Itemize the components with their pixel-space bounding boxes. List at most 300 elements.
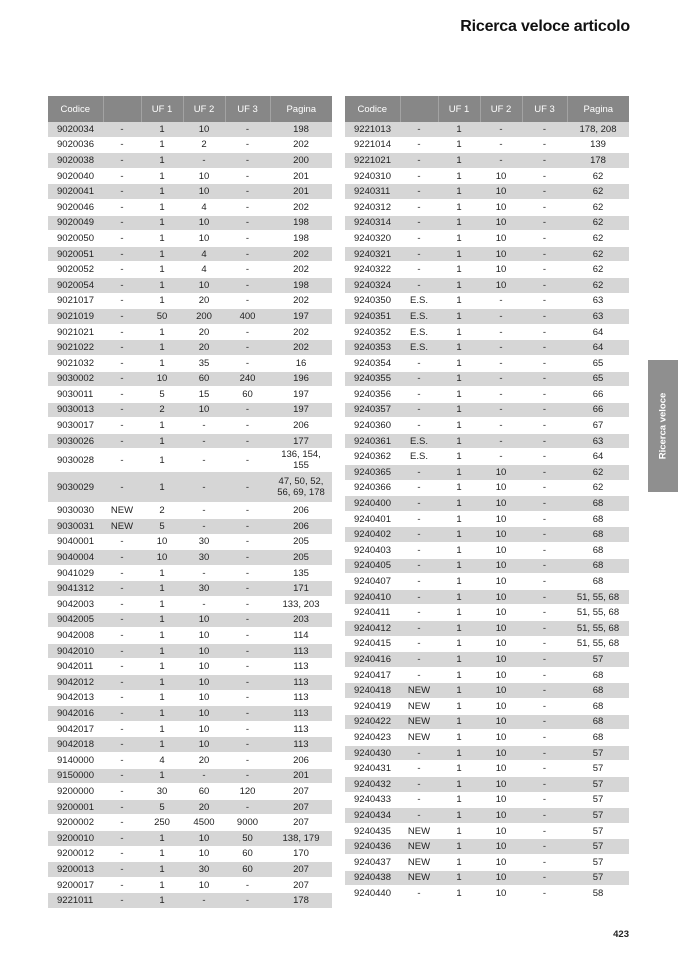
column-header-pagina: Pagina [567, 96, 629, 122]
cell-uf1: 1 [141, 355, 183, 371]
cell-uf3: - [225, 565, 270, 581]
table-row [48, 231, 332, 247]
cell-uf1: 1 [438, 730, 480, 746]
table-row [345, 589, 629, 605]
cell-codice: 9240431 [345, 761, 400, 777]
cell-uf1: 1 [141, 628, 183, 644]
cell-pagina: 207 [270, 815, 332, 831]
cell-pagina: 51, 55, 68 [567, 621, 629, 637]
cell-note: - [103, 893, 141, 909]
column-header-note [400, 96, 438, 122]
cell-note: - [400, 652, 438, 668]
cell-uf1: 1 [438, 870, 480, 886]
cell-uf2: 10 [183, 846, 225, 862]
cell-codice: 9042003 [48, 597, 103, 613]
cell-uf2: - [480, 371, 522, 387]
table-row [345, 543, 629, 559]
cell-codice: 9240403 [345, 543, 400, 559]
cell-uf3: - [225, 418, 270, 434]
column-header-uf3: UF 3 [522, 96, 567, 122]
cell-uf2: 10 [480, 808, 522, 824]
table-row [345, 839, 629, 855]
cell-uf3: - [225, 597, 270, 613]
cell-uf2: 10 [480, 246, 522, 262]
cell-uf3: - [522, 745, 567, 761]
cell-uf3: - [522, 886, 567, 902]
cell-uf3: 9000 [225, 815, 270, 831]
table-row [48, 690, 332, 706]
cell-uf3: 50 [225, 830, 270, 846]
cell-uf2: 4 [183, 246, 225, 262]
table-row [345, 574, 629, 590]
cell-uf1: 1 [141, 675, 183, 691]
cell-note: - [103, 784, 141, 800]
cell-uf3: - [522, 246, 567, 262]
table-row [48, 519, 332, 535]
cell-pagina: 62 [567, 231, 629, 247]
cell-note: NEW [400, 839, 438, 855]
cell-uf3: - [522, 122, 567, 137]
cell-uf1: 1 [438, 168, 480, 184]
cell-note: - [103, 472, 141, 503]
cell-pagina: 178, 208 [567, 122, 629, 137]
cell-pagina: 68 [567, 683, 629, 699]
cell-pagina: 63 [567, 433, 629, 449]
cell-uf3: - [225, 168, 270, 184]
cell-uf3: - [225, 293, 270, 309]
cell-uf2: 10 [480, 589, 522, 605]
table-row [48, 893, 332, 909]
cell-pagina: 68 [567, 558, 629, 574]
cell-uf2: 10 [480, 714, 522, 730]
cell-uf3: - [225, 184, 270, 200]
cell-pagina: 206 [270, 418, 332, 434]
cell-pagina: 113 [270, 643, 332, 659]
cell-pagina: 51, 55, 68 [567, 605, 629, 621]
cell-uf1: 5 [141, 519, 183, 535]
cell-pagina: 68 [567, 667, 629, 683]
cell-uf1: 1 [438, 527, 480, 543]
cell-codice: 9042018 [48, 737, 103, 753]
cell-uf1: 1 [141, 581, 183, 597]
table-row [48, 418, 332, 434]
cell-codice: 9020054 [48, 277, 103, 293]
cell-pagina: 64 [567, 324, 629, 340]
table-row [345, 496, 629, 512]
table-row [48, 675, 332, 691]
cell-uf3: 400 [225, 309, 270, 325]
cell-uf3: - [522, 636, 567, 652]
cell-uf2: 20 [183, 293, 225, 309]
table-row [345, 184, 629, 200]
cell-uf2: 10 [183, 612, 225, 628]
cell-uf3: - [522, 262, 567, 278]
cell-uf3: - [522, 496, 567, 512]
table-row [345, 870, 629, 886]
cell-uf3: - [522, 574, 567, 590]
cell-uf3: - [225, 690, 270, 706]
table-row [345, 511, 629, 527]
cell-uf2: 10 [480, 262, 522, 278]
cell-codice: 9042011 [48, 659, 103, 675]
cell-codice: 9240437 [345, 854, 400, 870]
cell-codice: 9042008 [48, 628, 103, 644]
cell-codice: 9240433 [345, 792, 400, 808]
cell-codice: 9030017 [48, 418, 103, 434]
cell-uf3: 60 [225, 846, 270, 862]
cell-pagina: 113 [270, 737, 332, 753]
cell-codice: 9020050 [48, 231, 103, 247]
cell-codice: 9240405 [345, 558, 400, 574]
cell-pagina: 202 [270, 137, 332, 153]
table-row [345, 293, 629, 309]
table-row [48, 340, 332, 356]
cell-uf1: 1 [438, 199, 480, 215]
table-row [345, 776, 629, 792]
cell-uf2: 10 [183, 184, 225, 200]
cell-uf1: 1 [438, 683, 480, 699]
cell-uf3: - [225, 519, 270, 535]
table-row [345, 215, 629, 231]
cell-note: - [103, 262, 141, 278]
cell-uf3: - [522, 418, 567, 434]
cell-pagina: 57 [567, 776, 629, 792]
cell-uf3: - [522, 168, 567, 184]
cell-uf3: - [225, 199, 270, 215]
cell-uf2: 10 [480, 574, 522, 590]
cell-note: - [103, 597, 141, 613]
cell-uf3: - [522, 823, 567, 839]
cell-uf3: - [225, 643, 270, 659]
cell-note: NEW [400, 854, 438, 870]
cell-uf1: 1 [438, 667, 480, 683]
cell-pagina: 138, 179 [270, 830, 332, 846]
cell-uf2: 10 [183, 168, 225, 184]
cell-note: - [400, 231, 438, 247]
cell-codice: 9240324 [345, 277, 400, 293]
cell-uf1: 1 [141, 737, 183, 753]
cell-codice: 9021022 [48, 340, 103, 356]
cell-pagina: 64 [567, 340, 629, 356]
cell-uf2: - [480, 355, 522, 371]
cell-uf1: 1 [141, 153, 183, 169]
cell-note: - [400, 558, 438, 574]
cell-pagina: 68 [567, 511, 629, 527]
cell-uf3: - [522, 324, 567, 340]
cell-codice: 9240355 [345, 371, 400, 387]
cell-pagina: 202 [270, 293, 332, 309]
cell-uf1: 1 [438, 418, 480, 434]
cell-uf3: - [522, 184, 567, 200]
cell-uf1: 1 [438, 309, 480, 325]
cell-uf2: 35 [183, 355, 225, 371]
cell-uf1: 1 [141, 862, 183, 878]
cell-uf1: 1 [141, 262, 183, 278]
cell-codice: 9240401 [345, 511, 400, 527]
cell-uf3: - [522, 621, 567, 637]
table-row [345, 418, 629, 434]
table-row [345, 792, 629, 808]
cell-uf1: 1 [141, 893, 183, 909]
cell-uf3: - [522, 558, 567, 574]
table-row [48, 137, 332, 153]
cell-uf1: 1 [141, 449, 183, 472]
cell-codice: 9240416 [345, 652, 400, 668]
column-header-uf2: UF 2 [183, 96, 225, 122]
cell-pagina: 113 [270, 706, 332, 722]
cell-codice: 9021021 [48, 324, 103, 340]
column-header-pagina: Pagina [270, 96, 332, 122]
cell-uf2: 10 [480, 184, 522, 200]
cell-uf2: 10 [183, 690, 225, 706]
cell-note: E.S. [400, 324, 438, 340]
cell-uf3: - [522, 433, 567, 449]
cell-note: - [103, 122, 141, 137]
cell-codice: 9042012 [48, 675, 103, 691]
cell-uf3: - [522, 605, 567, 621]
cell-note: - [103, 309, 141, 325]
cell-pagina: 66 [567, 402, 629, 418]
cell-pagina: 16 [270, 355, 332, 371]
cell-uf1: 1 [438, 761, 480, 777]
cell-note: - [400, 355, 438, 371]
cell-uf1: 1 [141, 612, 183, 628]
cell-uf2: - [183, 565, 225, 581]
cell-uf3: - [225, 893, 270, 909]
cell-uf2: 10 [183, 628, 225, 644]
cell-uf3: - [522, 231, 567, 247]
cell-note: - [103, 877, 141, 893]
table-row [345, 854, 629, 870]
cell-uf2: 10 [480, 667, 522, 683]
cell-uf2: 60 [183, 371, 225, 387]
cell-note: NEW [400, 823, 438, 839]
cell-codice: 9200002 [48, 815, 103, 831]
cell-uf2: 10 [480, 231, 522, 247]
cell-uf3: - [225, 137, 270, 153]
cell-codice: 9041029 [48, 565, 103, 581]
cell-note: - [400, 246, 438, 262]
table-row [48, 706, 332, 722]
cell-pagina: 62 [567, 465, 629, 481]
table-row [345, 122, 629, 137]
cell-note: - [400, 621, 438, 637]
table-row [48, 184, 332, 200]
cell-uf3: - [225, 340, 270, 356]
cell-codice: 9042016 [48, 706, 103, 722]
cell-uf2: 10 [183, 122, 225, 137]
cell-uf1: 2 [141, 503, 183, 519]
cell-uf3: - [522, 293, 567, 309]
cell-note: - [103, 799, 141, 815]
column-header-note [103, 96, 141, 122]
cell-uf3: - [225, 628, 270, 644]
table-row [345, 621, 629, 637]
cell-codice: 9240412 [345, 621, 400, 637]
cell-codice: 9200010 [48, 830, 103, 846]
cell-uf2: 30 [183, 550, 225, 566]
cell-note: - [400, 496, 438, 512]
cell-pagina: 51, 55, 68 [567, 636, 629, 652]
cell-note: - [103, 277, 141, 293]
cell-uf2: 10 [480, 854, 522, 870]
table-row [345, 667, 629, 683]
cell-uf3: - [225, 324, 270, 340]
cell-codice: 9020052 [48, 262, 103, 278]
cell-codice: 9240415 [345, 636, 400, 652]
column-header-codice: Codice [345, 96, 400, 122]
cell-note: - [103, 153, 141, 169]
cell-note: NEW [103, 503, 141, 519]
table-row [345, 153, 629, 169]
cell-uf3: - [225, 277, 270, 293]
cell-codice: 9240366 [345, 480, 400, 496]
cell-codice: 9240351 [345, 309, 400, 325]
cell-uf3: - [225, 799, 270, 815]
cell-note: - [103, 387, 141, 403]
cell-uf3: - [225, 433, 270, 449]
cell-uf1: 1 [438, 355, 480, 371]
cell-pagina: 113 [270, 675, 332, 691]
cell-note: - [103, 675, 141, 691]
cell-uf1: 1 [141, 418, 183, 434]
cell-uf2: - [480, 449, 522, 465]
cell-uf1: 1 [438, 496, 480, 512]
cell-note: E.S. [400, 293, 438, 309]
cell-uf2: 20 [183, 324, 225, 340]
cell-uf3: - [522, 652, 567, 668]
cell-pagina: 62 [567, 246, 629, 262]
cell-pagina: 202 [270, 340, 332, 356]
cell-note: - [103, 628, 141, 644]
cell-uf3: - [225, 402, 270, 418]
table-row [48, 324, 332, 340]
cell-uf2: - [183, 597, 225, 613]
cell-codice: 9240320 [345, 231, 400, 247]
cell-uf3: - [522, 511, 567, 527]
cell-codice: 9200001 [48, 799, 103, 815]
table-row [48, 215, 332, 231]
cell-note: E.S. [400, 449, 438, 465]
cell-uf3: - [522, 667, 567, 683]
cell-pagina: 57 [567, 792, 629, 808]
cell-codice: 9240311 [345, 184, 400, 200]
table-row [48, 355, 332, 371]
cell-codice: 9240435 [345, 823, 400, 839]
cell-codice: 9200012 [48, 846, 103, 862]
cell-uf2: 10 [183, 659, 225, 675]
cell-uf2: 10 [480, 465, 522, 481]
table-row [48, 737, 332, 753]
cell-uf1: 1 [141, 231, 183, 247]
cell-note: - [400, 137, 438, 153]
cell-uf2: 10 [480, 636, 522, 652]
cell-uf1: 1 [141, 293, 183, 309]
cell-codice: 9030013 [48, 402, 103, 418]
cell-pagina: 66 [567, 387, 629, 403]
cell-pagina: 207 [270, 784, 332, 800]
cell-uf3: - [522, 309, 567, 325]
side-section-tab [648, 360, 678, 492]
cell-uf2: - [183, 893, 225, 909]
article-table-left [48, 96, 332, 909]
cell-codice: 9240422 [345, 714, 400, 730]
cell-pagina: 57 [567, 652, 629, 668]
cell-uf2: - [183, 433, 225, 449]
cell-note: - [103, 581, 141, 597]
cell-pagina: 68 [567, 730, 629, 746]
cell-pagina: 207 [270, 862, 332, 878]
cell-uf1: 1 [141, 215, 183, 231]
cell-codice: 9030030 [48, 503, 103, 519]
cell-note: E.S. [400, 433, 438, 449]
cell-uf1: 1 [141, 168, 183, 184]
cell-note: - [103, 752, 141, 768]
cell-codice: 9221013 [345, 122, 400, 137]
cell-uf2: - [183, 519, 225, 535]
column-header-uf1: UF 1 [141, 96, 183, 122]
cell-uf2: - [183, 418, 225, 434]
cell-pagina: 57 [567, 854, 629, 870]
cell-uf1: 1 [438, 465, 480, 481]
cell-note: - [400, 215, 438, 231]
cell-uf2: 60 [183, 784, 225, 800]
cell-note: - [103, 137, 141, 153]
cell-uf2: 10 [183, 721, 225, 737]
cell-uf1: 250 [141, 815, 183, 831]
cell-uf3: - [522, 683, 567, 699]
cell-uf3: - [225, 355, 270, 371]
cell-note: - [400, 886, 438, 902]
cell-uf2: 4500 [183, 815, 225, 831]
cell-codice: 9240350 [345, 293, 400, 309]
cell-uf1: 1 [141, 340, 183, 356]
cell-note: - [103, 846, 141, 862]
cell-uf3: - [225, 612, 270, 628]
cell-uf3: - [522, 714, 567, 730]
cell-pagina: 205 [270, 534, 332, 550]
cell-uf3: - [522, 153, 567, 169]
side-section-tab-label: Ricerca veloce [657, 392, 669, 460]
table-row [48, 387, 332, 403]
cell-note: - [103, 862, 141, 878]
cell-pagina: 206 [270, 752, 332, 768]
table-row [345, 558, 629, 574]
cell-codice: 9030011 [48, 387, 103, 403]
cell-uf1: 4 [141, 752, 183, 768]
table-row [48, 862, 332, 878]
cell-uf1: 1 [438, 262, 480, 278]
cell-note: NEW [103, 519, 141, 535]
cell-uf2: 10 [480, 199, 522, 215]
cell-uf3: - [522, 870, 567, 886]
cell-uf3: - [522, 839, 567, 855]
table-row [48, 246, 332, 262]
cell-uf1: 1 [438, 137, 480, 153]
cell-codice: 9240354 [345, 355, 400, 371]
cell-codice: 9140000 [48, 752, 103, 768]
cell-note: - [103, 659, 141, 675]
cell-uf3: - [522, 371, 567, 387]
cell-pagina: 62 [567, 168, 629, 184]
cell-uf2: 10 [480, 745, 522, 761]
cell-uf1: 50 [141, 309, 183, 325]
table-row [48, 168, 332, 184]
cell-uf2: 20 [183, 340, 225, 356]
cell-uf2: 10 [183, 877, 225, 893]
cell-note: - [103, 355, 141, 371]
table-row [345, 683, 629, 699]
